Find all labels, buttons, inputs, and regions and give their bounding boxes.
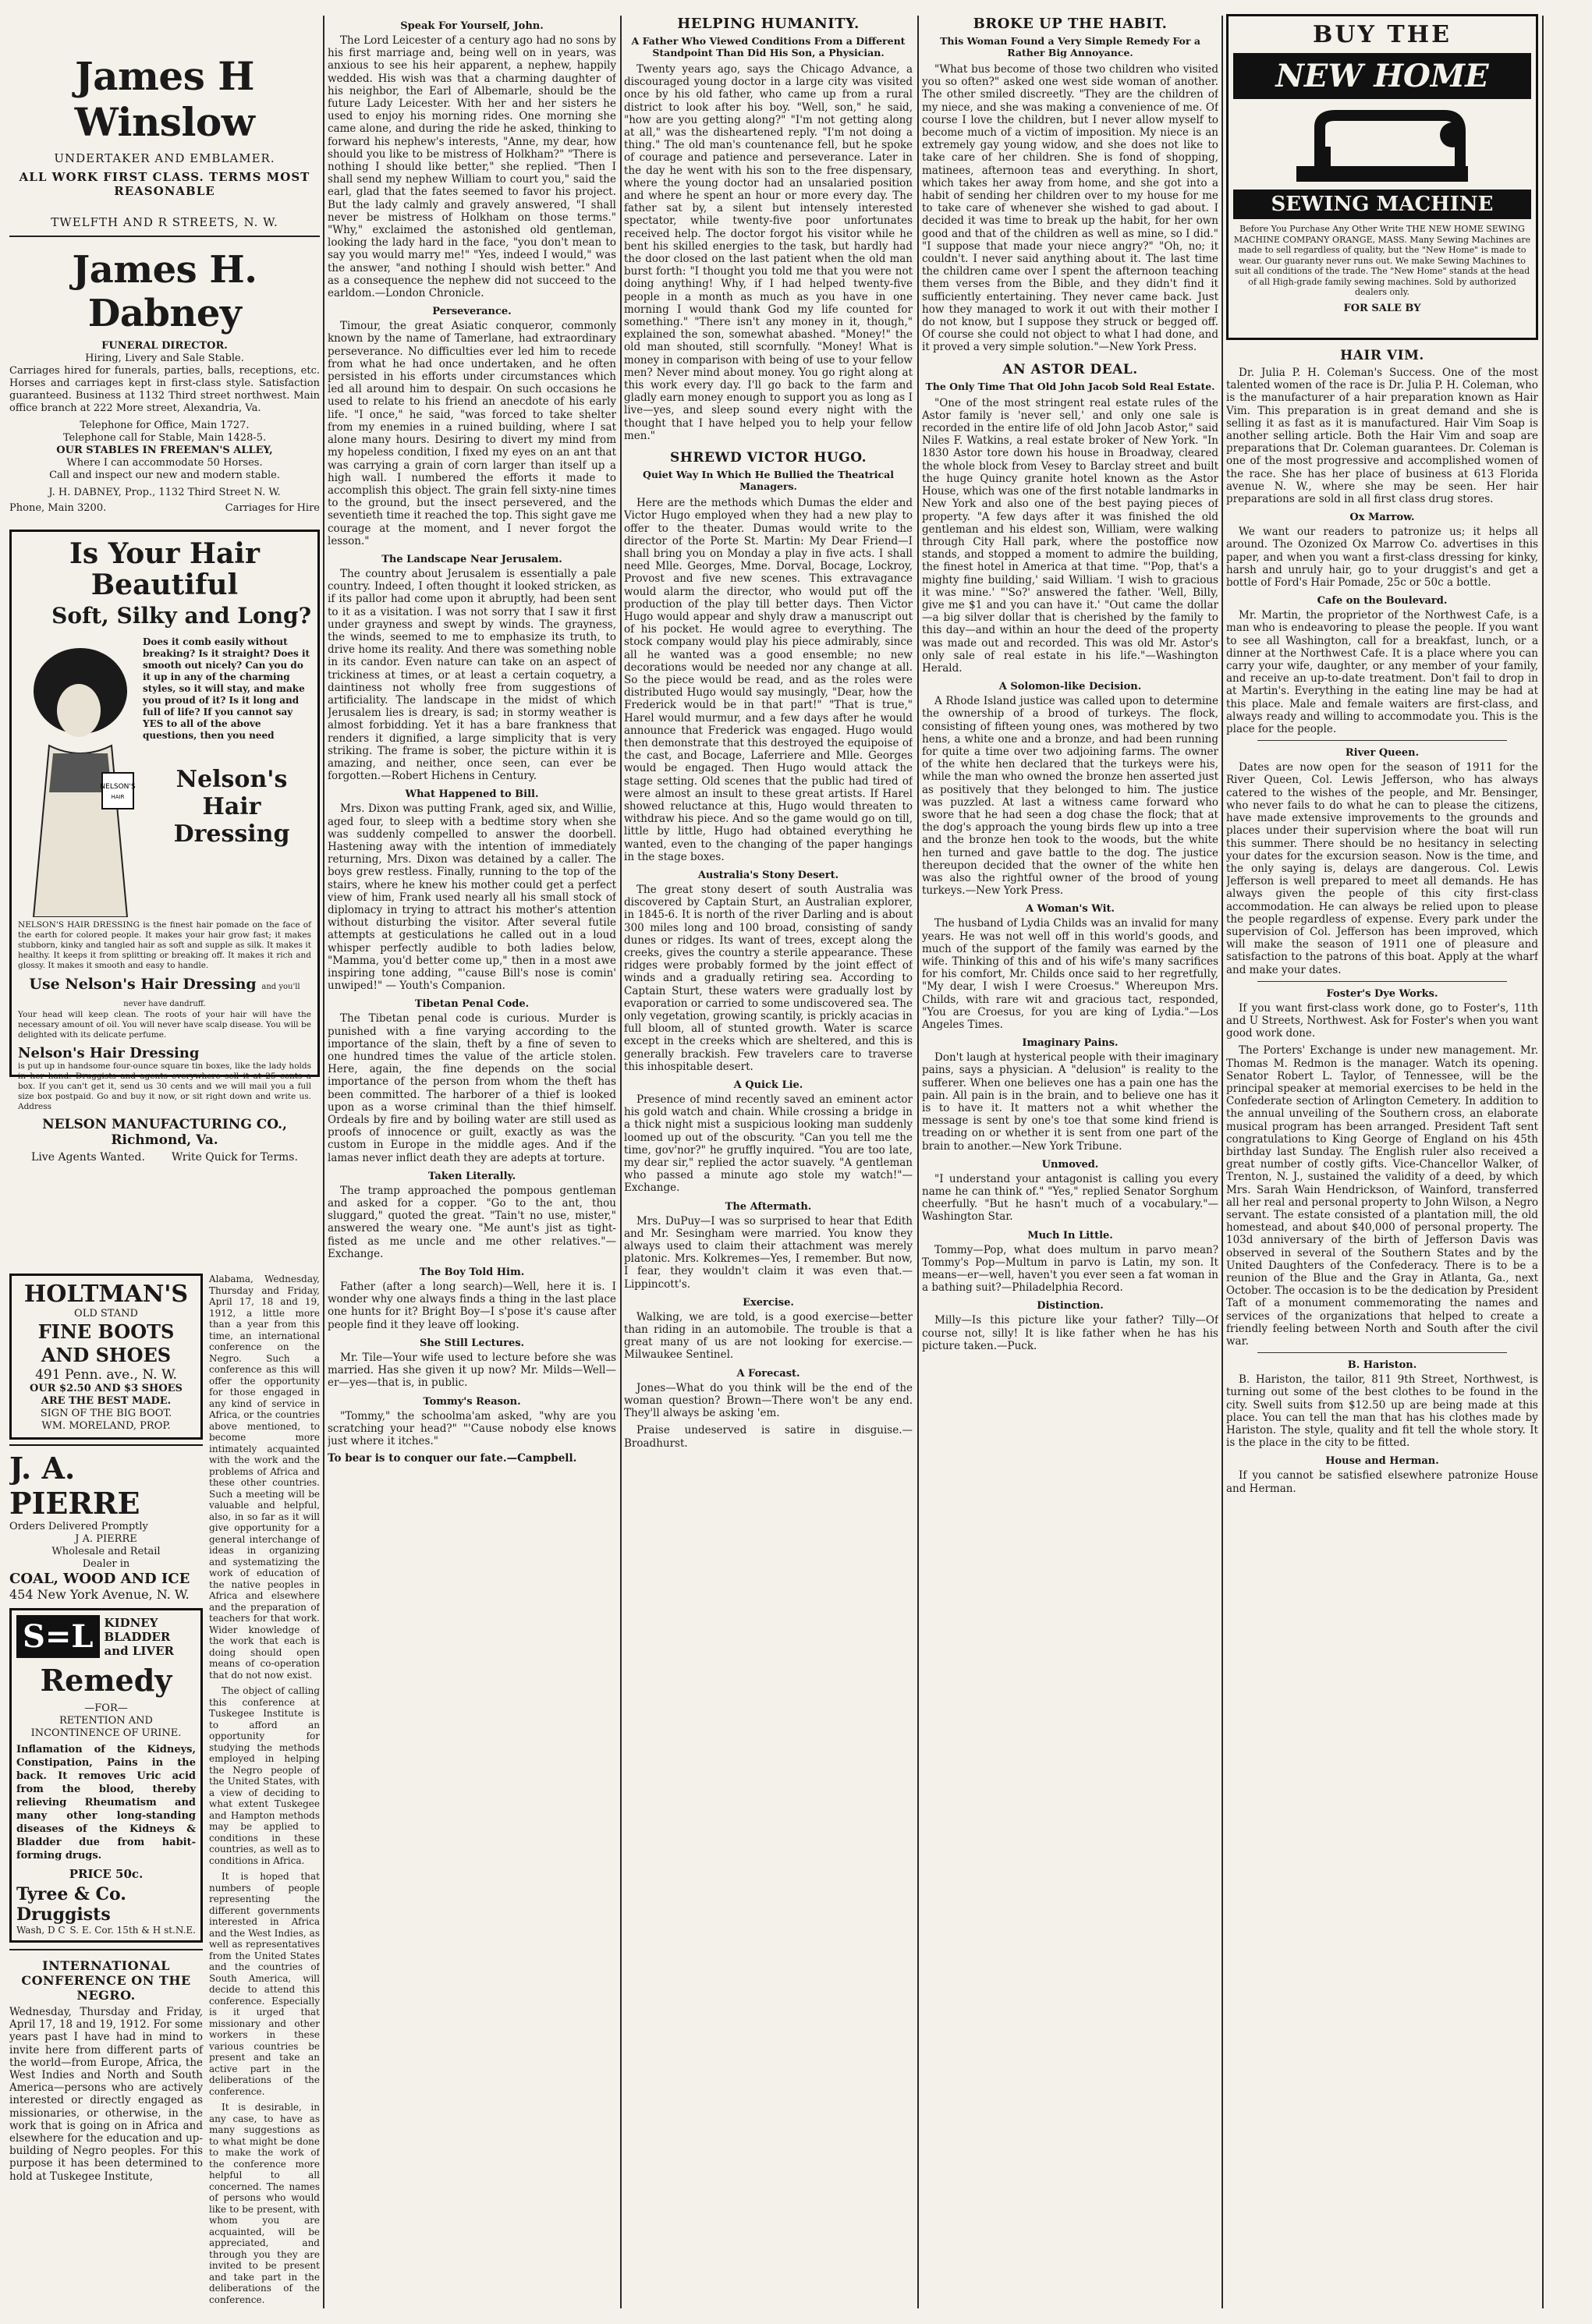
nelson-company: NELSON MANUFACTURING CO., Richmond, Va. bbox=[42, 1117, 287, 1148]
sl-logo: S=L bbox=[16, 1615, 100, 1658]
article-body: Mr. Tile—Your wife used to lecture before she was married. Has she given it up now? Mr. Milds—Well—er—yes—that is, in public. bbox=[328, 1351, 616, 1390]
winslow-ad bbox=[9, 53, 320, 229]
pierre-l1: Orders Delivered Promptly bbox=[9, 1521, 148, 1532]
dabney-phone2: Telephone call for Stable, Main 1428-5. bbox=[62, 432, 267, 444]
article-body: "What bus become of those two children who visited you so often?" asked one west side woman of another. The other smiled discreetly. "They are the children of my niece, and she was making a convenience of me. Of course I love the children, but I never allow myself to become much of a victim of imposition. My niece is an extremely gay young widow, and she does not like to take care of her children. She is fond of shopping, matinees, afternoon teas and everything. In short, which takes her away from home, and she got into a habit of sending her children over to my house for me to take care of whenever she wished to gad about. I decided it was time to break up the habit, for her own good and that of the children as well as mine, so I did." "I suppose that made your niece angry?" "Oh, no; it couldn't. I never said anything about it. The last time the children came over I spent the afternoon teaching them verses from the Bible, and they didn't find it sufficiently entertaining. They never came back. Just how they managed to work it out with their mother I do not know, but I suppose they struck or begged off. Of course she could not object to what I had done, and it proved a very simple solution."—New York Press. bbox=[922, 63, 1218, 354]
article-head: What Happened to Bill. bbox=[405, 788, 539, 801]
column-2 bbox=[328, 14, 616, 2310]
divider bbox=[9, 1949, 203, 1950]
divider bbox=[1257, 1352, 1507, 1353]
article-body: Jones—What do you think will be the end of the woman question? Brown—There won't be any end. They'll always be asking 'em. bbox=[624, 1381, 913, 1420]
article-head: SHREWD VICTOR HUGO. bbox=[670, 450, 867, 466]
pierre-l3: Wholesale and Retail bbox=[51, 1546, 161, 1557]
nelson-agents: Live Agents Wanted. bbox=[31, 1151, 145, 1164]
article-head: BROKE UP THE HABIT. bbox=[973, 16, 1168, 32]
pierre-ad bbox=[9, 1444, 203, 1602]
article-body: The Porters' Exchange is under new management. Mr. Thomas M. Redmon is the manager. Watch its opening. Senator Robert L. Taylor, of Tennessee, will be the principal speaker at memorial exercises to be held in the Confederate section of Arlington Cemetery. In addition to the annual unveiling of the Southern cross, an elaborate musical program has been arranged. President Taft sent congratulations to King George of England on his 45th birthday last Sunday. The English ruler also received a great number of costly gifts. Vice-Chancellor Walker, of Trenton, N. J., sustained the validity of a deed, by which Mrs. Sarah Wain Hendrickson, of Wainford, transferred all her real and personal property to John Wilson, a Negro servant. The estate consisted of a plantation mill, the old homestead, and about $40,000 of personal property. The 103d anniversary of the birth of Jefferson Davis was observed in several of the Southern States and by the United Daughters of the Confederacy. There is to be a reunion of the Blue and the Gray in Atlanta, Ga., next October. The occasion is to be the dedication by President Taft of a monument commemorating the names and services of the organizations that helped to create a friendly feeling between North and South after the civil war. bbox=[1226, 1044, 1538, 1348]
article-head: The Aftermath. bbox=[725, 1200, 812, 1213]
dabney-horses: Where I can accommodate 50 Horses. bbox=[66, 457, 263, 469]
column-1 bbox=[9, 14, 320, 2310]
column-rule bbox=[1221, 16, 1223, 2308]
woman-illustration bbox=[18, 636, 143, 917]
article-head: The Landscape Near Jerusalem. bbox=[381, 553, 562, 565]
sl-city: Wash, D C bbox=[16, 1925, 66, 1936]
dabney-stables: OUR STABLES IN FREEMAN'S ALLEY, bbox=[56, 445, 273, 456]
article-head: Tibetan Penal Code. bbox=[414, 998, 530, 1011]
sewing-machine-illustration bbox=[1233, 104, 1531, 190]
column-3 bbox=[624, 14, 913, 2310]
article-body: Presence of mind recently saved an eminent actor his gold watch and chain. While crossing a bridge in a thick night mist a suspicious looking man suddenly loomed up out of the obscurity. "Can you tell me the time, gov'nor?" he gruffly inquired. "You are too late, my dear sir," replied the actor suavely. "A gentleman who passed a minute ago stole my watch!"—Exchange. bbox=[624, 1093, 913, 1195]
holtman-prop: WM. MORELAND, PROP. bbox=[41, 1420, 171, 1432]
article-body: The great stony desert of south Australia was discovered by Captain Sturt, an Australian explorer, in 1845-6. It is north of the river Darling and is about 300 miles long and 100 broad, consisting of sandy dunes or ridges. Its want of trees, except along the creeks, gives the country a sterile appearance. These ridges were probably formed by the joint effect of winds and a gradually retiring sea. According to Captain Sturt, these waters were gradually lost by evaporation or carried to some undiscovered sea. The only vegetation, growing scantily, is prickly acacias in full bloom, all of stunted growth. Water is scarce except in the creeks which are sheltered, and this is generally brackish. Few travelers care to traverse this inhospitable desert. bbox=[624, 883, 913, 1073]
article-body: The country about Jerusalem is essentially a pale country. Indeed, I often thought it looked stricken, as if its pallor had come upon it abruptly, had been sent to it as a visitation. I was not sorry that I saw it first under grayness and swept by winds. The grayness, the winds, seemed to me to emphasize its truth, to drive home its reality. And there was something noble in its candor. Even nature can take on an aspect of trickiness at times, or at least a certain coquetry, a daintiness not wholly free from suggestions of artificiality. The landscape in the midst of which Jerusalem lies is dreary, is sad; in stormy weather is almost forbidding. Yet it has a bare frankness that renders it dignified, a large simplicity that is very striking. The frame is sober, the picture within it is amazing, and neither, once seen, can ever be forgotten.—Robert Hichens in Century. bbox=[328, 567, 616, 783]
dabney-call: Call and inspect our new and modern stable. bbox=[49, 469, 280, 481]
article-sub: This Woman Found a Very Simple Remedy For a Rather Big Annoyance. bbox=[940, 35, 1200, 58]
conf-head: INTERNATIONAL CONFERENCE ON THE NEGRO. bbox=[21, 1958, 191, 2003]
conf-p5: It is desirable, in any case, to have as many suggestions as to what might be done to make the work of the conference more helpful to all concerned. The names of persons who would like to be present, with whom you are acquainted, will be appreciated, and through you they are invited to be present and take part in the deliberations of the conference. bbox=[209, 2102, 320, 2305]
holtman-addr: 491 Penn. ave., N. W. bbox=[35, 1367, 177, 1383]
sl-remedy-ad bbox=[9, 1608, 203, 1943]
newhome-sewing: SEWING MACHINE bbox=[1233, 190, 1531, 219]
newhome-text: Before You Purchase Any Other Write THE NEW HOME SEWING MACHINE COMPANY ORANGE, MASS. Many Sewing Machines are made to sell regardless of quality, but the "New Home" is made to wear. Our guaranty never runs out. We make Sewing Machines to suit all conditions of the trade. The "New Home" stands at the head of all High-grade family sewing machines. Sold by authorized dealers only. bbox=[1233, 224, 1531, 297]
article-head: A Forecast. bbox=[736, 1367, 800, 1380]
newhome-buy: BUY THE bbox=[1313, 21, 1452, 48]
article-body: "I understand your antagonist is calling you every name he can think of." "Yes," replied Senator Sorghum cheerfully. "But he hasn't much of a vocabulary."—Washington Star. bbox=[922, 1172, 1218, 1224]
article-head: Distinction. bbox=[1037, 1300, 1104, 1313]
conf-p3: The object of calling this conference at Tuskegee Institute is to afford an opportunity for studying the methods employed in helping the Negro people of the United States, with a view of deciding to what extent Tuskegee and Hampton methods may be applied to conditions in these countries, as well as to conditions in Africa. bbox=[209, 1685, 320, 1866]
nelson-title1: Is Your Hair Beautiful bbox=[69, 537, 260, 601]
sl-druggist: Tyree & Co. Druggists bbox=[16, 1884, 126, 1925]
pierre-l2: J A. PIERRE bbox=[75, 1533, 137, 1545]
article-head: Ox Marrow. bbox=[1349, 512, 1415, 524]
article-head: She Still Lectures. bbox=[419, 1337, 525, 1349]
nelson-title2: Soft, Silky and Long? bbox=[51, 603, 311, 629]
article-body: Milly—Is this picture like your father? Tilly—Of course not, silly! It is like father when he has his picture taken.—Puck. bbox=[922, 1314, 1218, 1352]
nelson-terms: Write Quick for Terms. bbox=[172, 1151, 298, 1164]
article-head: Perseverance. bbox=[432, 306, 512, 318]
article-body: A Rhode Island justice was called upon to determine the ownership of a brood of turkeys. The flock, consisting of fifteen young ones, was mothered by two hens, a white one and a bronze, and had been running for quite a time over two adjoining farms. The owner of the white hen declared that the turkeys were his, while the man who owned the bronze hen asserted just as positively that they belonged to him. The justice was puzzled. At last a witness came forward who swore that he had seen a dog chase the flock; that at the dog's approach the young birds flew up into a tree and the bronze hen took to the woods, but the white hen turned and gave battle to the dog. The justice thereupon decided that the owner of the white hen was also the rightful owner of the brood of young turkeys.—New York Press. bbox=[922, 695, 1218, 898]
article-body: Twenty years ago, says the Chicago Advance, a discouraged young doctor in a large city was visited once by his old father, who came up from a rural district to look after his boy. "Well, son," he said, "how are you getting along?" "I'm not getting along at all," was the disheartened reply. "I'm not doing a thing." The old man's countenance fell, but he spoke of courage and patience and perseverance. Later in the day he went with his son to the free dispensary, where the young doctor had an unsalaried position and where he spent an hour or more every day. The father sat by, a silent but intensely interested spectator, while twenty-five poor unfortunates received help. The doctor forgot his visitor while he bent his skilled energies to the task, but hardly had the door closed on the last patient when the old man burst forth: "I thought you told me that you were not doing anything! Why, if I had helped twenty-five people in a month as much as you have in one morning I would thank God my life counted for something." "There isn't any money in it, though," explained the son, somewhat abashed. "Money!" the old man shouted, still scornfully. "Money! What is money in comparison with being of use to your fellow men? Never mind about money. You go right along at this work every day. I'll go back to the farm and gladly earn money enough to support you as long as I live—yes, and sleep sound every night with the thought that I have helped you to help your fellow men." bbox=[624, 63, 913, 442]
sl-ret: RETENTION AND INCONTINENCE OF URINE. bbox=[30, 1715, 182, 1739]
article-head: Unmoved. bbox=[1041, 1158, 1099, 1171]
nelson-ad bbox=[9, 530, 320, 1164]
dabney-carriages: Carriages for Hire bbox=[225, 502, 320, 514]
page-margin bbox=[1546, 14, 1589, 2310]
article-head: HELPING HUMANITY. bbox=[677, 16, 860, 32]
dabney-body: Carriages hired for funerals, parties, balls, receptions, etc. Horses and carriages kept in first-class style. Satisfaction guaranteed. Business at 1132 Third street northwest. Main office branch at 222 More street, Alexandria, Va. bbox=[9, 365, 320, 414]
nelson-brand1: Nelson's bbox=[176, 766, 288, 793]
article-sub: The Only Time That Old John Jacob Sold Real Estate. bbox=[925, 380, 1215, 392]
article-body: Walking, we are told, is a good exercise—better than riding in an automobile. The trouble is that a great many of us are not looking for exercise.—Milwaukee Sentinel. bbox=[624, 1310, 913, 1362]
winslow-line3: TWELFTH AND R STREETS, N. W. bbox=[51, 215, 278, 229]
article-body: The husband of Lydia Childs was an invalid for many years. He was not well off in this world's goods, and much of the support of the family was earned by the wife. Thinking of this and of his wife's many sacrifices for his comfort, Mr. Childs once said to her regretfully, "My dear, I wish I were Croesus." Whereupon Mrs. Childs, with rare wit and gracious tact, responded, "You are Croesus, for you are king of Lydia."—Los Angeles Times. bbox=[922, 917, 1218, 1032]
nelson-price: is put up in handsome four-ounce square tin boxes, like the lady holds in her hand. Druggists and agents everywhere sell it at 25 cents a box. If you can't get it, send us 30 cents and we will mail you a full size box postpaid. Go and buy it now, or sit right down and write us. Address bbox=[18, 1061, 311, 1111]
nelson-use: Use Nelson's Hair Dressing bbox=[29, 976, 257, 993]
article-head: Taken Literally. bbox=[427, 1170, 516, 1182]
sl-addr: S. E. Cor. 15th & H st.N.E. bbox=[69, 1925, 196, 1936]
sl-price: PRICE 50c. bbox=[69, 1867, 144, 1881]
article-head: HAIR VIM. bbox=[1340, 348, 1424, 363]
article-head: Exercise. bbox=[743, 1296, 794, 1309]
article-head: A Solomon-like Decision. bbox=[998, 681, 1142, 693]
dabney-phone: Phone, Main 3200. bbox=[9, 502, 107, 514]
column-rule bbox=[1542, 16, 1544, 2308]
article-head: Much In Little. bbox=[1027, 1229, 1113, 1242]
pierre-l4: Dealer in bbox=[82, 1558, 130, 1570]
column-rule bbox=[620, 16, 622, 2308]
article-head: AN ASTOR DEAL. bbox=[1002, 361, 1138, 377]
article-body: Don't laugh at hysterical people with their imaginary pains, says a physician. A "delusion" is reality to the sufferer. When one believes one has a pain one has the pain. All pain is in the brain, and to believe one has it is to have it. It matters not a whit whether the message is sent by one's toe that some kind friend is treading on or whether it is sent from one part of the brain to another.—New York Tribune. bbox=[922, 1051, 1218, 1153]
article-head: A Quick Lie. bbox=[733, 1079, 803, 1092]
article-body: If you cannot be satisfied elsewhere patronize House and Herman. bbox=[1226, 1469, 1538, 1495]
conf-p4: It is hoped that numbers of people representing the different governments interested in Africa and the West Indies, as well as representatives from the United States and the countries of South America, will decide to attend this conference. Especially is it urged that missionary and other workers in these various countries be present and take an active part in the deliberations of the conference. bbox=[209, 1871, 320, 2097]
nelson-use-tail: and you'll never have dandruff. bbox=[123, 983, 300, 1008]
dabney-name: James H. Dabney bbox=[72, 248, 257, 335]
column-rule bbox=[917, 16, 919, 2308]
holtman-name: HOLTMAN'S bbox=[23, 1281, 189, 1308]
sl-for: —FOR— bbox=[84, 1702, 128, 1714]
article-body: Tommy—Pop, what does multum in parvo mean? Tommy's Pop—Multum in parvo is Latin, my son. It means—er—well, haven't you ever seen a fat woman in a bathing suit?—Philadelphia Record. bbox=[922, 1243, 1218, 1295]
dabney-title: FUNERAL DIRECTOR. bbox=[101, 340, 228, 352]
conf-p2: Alabama, Wednesday, Thursday and Friday, April 17, 18 and 19, 1912, a little more than a year from this time, an international conference on the Negro. Such a conference as this will offer the opportunity for those engaged in any kind of service in Africa, or the countries above mentioned, to become more intimately acquainted with the work and the problems of Africa and these other countries. Such a meeting will be valuable and helpful, also, in so far as it will give opportunity for a general interchange of ideas in organizing and systematizing the work of education of the native peoples in Africa and elsewhere and the preparation of teachers for that work. Wider knowledge of the work that each is doing should open means of co-operation that do not now exist. bbox=[209, 1274, 320, 1681]
article-head: B. Hariston. bbox=[1347, 1359, 1417, 1372]
column-5 bbox=[1226, 14, 1538, 2310]
article-body: Mrs. Dixon was putting Frank, aged six, and Willie, aged four, to sleep with a bedtime story when she was suddenly compelled to answer the doorbell. Hastening away with the intention of immediately returning, Mrs. Dixon was detained by a caller. The boys grew restless. Finally, running to the top of the stairs, where he knew his mother could get a perfect view of him, Frank used nearly all his small stock of diplomacy in trying to attract his mother's attention without disturbing the visitor. After several futile attempts at gesticulations he called out in a loud whisper perfectly audible to both ladies below, "Mamma, you'd better come up," then in a most awe inspiring tone adding, "'cause Bill's nose is comin' unwiped!" — Youth's Companion. bbox=[328, 802, 616, 993]
dabney-sig: J. H. DABNEY, Prop., 1132 Third Street N. W. bbox=[48, 487, 281, 498]
holtman-sign: SIGN OF THE BIG BOOT. bbox=[40, 1408, 172, 1419]
article-body: The tramp approached the pompous gentleman and asked for a copper. "Go to the ant, thou sluggard," quoted the great. "Tain't no use, mister," answered the weary one. "Me aunt's jist as tight-fisted as me uncle and me other relatives."—Exchange. bbox=[328, 1184, 616, 1260]
article-head: Cafe on the Boulevard. bbox=[1317, 595, 1448, 608]
nelson-desc: NELSON'S HAIR DRESSING is the finest hair pomade on the face of the earth for colored people. It makes your hair grow fast; it makes stubborn, kinky and tangled hair as soft and supple as silk. It makes it healthy. It keeps it from splitting or breaking off. It makes it rich and glossy. It makes it smooth and easy to handle. bbox=[18, 920, 311, 970]
pierre-l6: 454 New York Avenue, N. W. bbox=[9, 1587, 190, 1602]
svg-text:NELSON'S: NELSON'S bbox=[100, 783, 136, 791]
holtman-old: OLD STAND bbox=[74, 1308, 138, 1320]
conf-p1: Wednesday, Thursday and Friday, April 17, 18 and 19, 1912. For some years past I have had in mind to invite here from different parts of the world—from Europe, Africa, the West Indies and North and South America—persons who are actively interested or directly engaged as missionaries, or otherwise, in the work that is going on in Africa and elsewhere for the education and up-building of Negro peoples. For this purpose it has been determined to hold at Tuskegee Institute, bbox=[9, 2006, 203, 2183]
dabney-phone1: Telephone for Office, Main 1727. bbox=[80, 420, 250, 431]
nelson-brand2: Hair Dressing bbox=[173, 793, 290, 848]
newhome-brand: NEW HOME bbox=[1233, 53, 1531, 99]
svg-text:HAIR: HAIR bbox=[111, 794, 125, 800]
article-body: "One of the most stringent real estate rules of the Astor family is 'never sell,' and only one sale is recorded in the entire life of old John Jacob Astor," said Niles F. Watkins, a real estate broker of New York. "In 1830 Astor tore down his house in Broadway, cleared the whole block from Vesey to Barclay street and built the huge Quincy granite hotel known as the Astor House, which was one of the first notable landmarks in New York and also one of the best paying pieces of property. "A few days after it was finished the old gentleman and his eldest son, William, were walking through City Hall park, where the postoffice now stands, and stopped a moment to admire the building, the finest hotel in America at that time. "'Pop, that's a mighty fine building,' said William. 'I wish to gracious it was mine.' "'So?' answered the father. 'Well, Billy, give me $1 and you can have it.' "Out came the dollar—a big silver dollar that is cherished by the family to this day—and within an hour the deed of the property was made out and recorded. This was old Mr. Astor's only sale of real estate in his life."—Washington Herald. bbox=[922, 396, 1218, 675]
column-rule bbox=[323, 16, 324, 2308]
winslow-name: James H Winslow bbox=[74, 53, 255, 145]
article-body: Mr. Martin, the proprietor of the Northwest Cafe, is a man who is endeavoring to please the people. If you want to see all Washington, call for a breakfast, lunch, or a dinner at the Northwest Cafe. It is a place where you can carry your wife, daughter, or any member of your family, and receive an up-to-date treatment. Don't fail to drop in at Martin's. Everything in the eating line may be had at this place. Male and female waiters are first-class, and always ready and willing to accommodate you. This is the place for the people. bbox=[1226, 609, 1538, 736]
new-home-ad bbox=[1226, 14, 1538, 340]
conf-continuation bbox=[209, 1274, 320, 2310]
article-body: Father (after a long search)—Well, here it is. I wonder why one always finds a thing in the last place one hunts for it? Bright Boy—I s'pose it's cause after people find it they leave off looking. bbox=[328, 1281, 616, 1331]
article-body: Here are the methods which Dumas the elder and Victor Hugo employed when they had a new play to offer to the theater. Dumas would write to the director of the Porte St. Martin: My Dear Friend—I shall bring you on Monday a play in five acts. I shall need Mlle. Georges, Mme. Dorval, Bocage, Lockroy, Provost and five new scenes. This extravagance would alarm the director, who would put off the production of the play till better days. Then Victor Hugo would appear and shyly draw a manuscript out of his pocket. He would agree to everything. The stock company would play his piece admirably, since all he wanted was a good ensemble; no new decorations would be needed nor any change at all. So the piece would be read, and as the roles were distributed Hugo would say musingly, "Dear, how the Frederick would be in that part!" "That is true," Harel would murmur, and a few days after he would announce that Frederick was engaged. Hugo would then demonstrate that this destroyed the equipoise of the cast, and Bocage, Laferriere and Mlle. Georges would be engaged. Then Hugo would attack the stage setting. Old scenes that the public had tired of were almost an insult to these great artists. If Harel showed reluctance at this, Hugo would threaten to withdraw his piece. And so the game would go on till, little by little, Hugo had obtained everything he wanted, even to the changing of the paper hangings in the stage boxes. bbox=[624, 497, 913, 863]
article-body: Dates are now open for the season of 1911 for the River Queen, Col. Lewis Jefferson, who has always catered to the wishes of the people, and Mr. Bensinger, who never fails to do what he can to please the citizens, have made extensive improvements to the grounds and places under their supervision where the boat will run this summer. There should be no hesitancy in selecting your dates for the excursion season. Now is the time, and the only saying is, delays are dangerous. Col. Lewis Jefferson is well prepared to meet all demands. He has always given the people of this city first-class accommodation. He can always be relied upon to please the people regardless of expense. Every park under the supervision of Col. Jefferson has been improved, which will make the season of 1911 one of pleasure and satisfaction to the patrons of this boat. Apply at the wharf and make your dates. bbox=[1226, 761, 1538, 976]
divider bbox=[9, 236, 320, 237]
article-head: The Boy Told Him. bbox=[419, 1267, 525, 1279]
article-head: House and Herman. bbox=[1325, 1455, 1439, 1468]
article-body: We want our readers to patronize us; it helps all around. The Ozonized Ox Marrow Co. advertises in this paper, and when you want a first-class dressing for kinky, harsh and unruly hair, go to your druggist's and get a bottle of Ford's Hair Pomade, 25c or 50c a bottle. bbox=[1226, 526, 1538, 590]
article-body: Timour, the great Asiatic conqueror, commonly known by the name of Tamerlane, had extraordinary perseverance. No difficulties ever led him to recede from what he had once undertaken, and he often persisted in his efforts under circumstances which led all around him to despair. On such occasions he used to relate to his friend an anecdote of his early life. "I once," he said, "was forced to take shelter from my enemies in a ruined building, where I sat alone many hours. Desiring to divert my mind from my hopeless condition, I fixed my eyes on an ant that was carrying a grain of corn larger than itself up a high wall. I numbered the efforts it made to accomplish this object. The grain fell sixty-nine times to the ground, but the insect persevered, and the seventieth time it reached the top. This sight gave me courage at the moment, and I never forgot the lesson." bbox=[328, 320, 616, 547]
article-head: Tommy's Reason. bbox=[423, 1395, 521, 1408]
article-quote: Praise undeserved is satire in disguise.—Broadhurst. bbox=[624, 1424, 913, 1450]
article-body: If you want first-class work done, go to Foster's, 11th and U Streets, Northwest. Ask for Foster's when you want good work done. bbox=[1226, 1001, 1538, 1040]
dabney-ad bbox=[9, 248, 320, 514]
divider bbox=[1257, 740, 1507, 741]
article-body: The Lord Leicester of a century ago had no sons by his first marriage and, being well on in years, was anxious to see his heir apparent, a nephew, happily wedded. His wish was that a charming daughter of his neighbor, the Earl of Albemarle, should be the future Lady Leicester. With her and her sisters he used to enjoy his morning rides. One morning she came alone, and during the ride he asked, thinking to forward his nephew's interests, "Anne, my dear, how should you like to be mistress of Holkham?" "There is nothing I should like better," she replied. "Then I shall send my nephew William to court you," said the earl, glad that the fates seemed to favor his project. But the lady calmly and gravely answered, "I shall never be mistress of Holkham on those terms." "Why," exclaimed the astonished old gentleman, looking the lady hard in the face, "you don't mean to say you would marry me!" "Yes, indeed I would," was the answer, "and nothing I should wish better." And as a consequence the nephew did not succeed to the earldom.—London Chronicle. bbox=[328, 34, 616, 300]
article-body: Dr. Julia P. H. Coleman's Success. One of the most talented women of the race is Dr. Julia P. H. Coleman, who is the manufacturer of a hair preparation known as Hair Vim. This preparation is in great demand and she is selling it as fast as it is manufactured. Hair Vim Soap is another selling article. Both the Hair Vim and soap are preparations that Dr. Coleman guarantees. Dr. Coleman is one of the most progressive and accomplished women of the race. She has her place of business at 613 Florida avenue N. W., where she may be seen. Her hair preparations are sold in all first class drug stores. bbox=[1226, 367, 1538, 506]
article-head: A Woman's Wit. bbox=[1025, 903, 1115, 916]
sl-kidney: KIDNEY BLADDER and LIVER bbox=[104, 1615, 174, 1658]
article-sub: Quiet Way In Which He Bullied the Theatrical Managers. bbox=[643, 469, 894, 493]
sl-body: Inflamation of the Kidneys, Constipation, Pains in the back. It removes Uric acid from the blood, thereby relieving Rheumatism and many other long-standing diseases of the Kidneys & Bladder due from habit-forming drugs. bbox=[16, 1744, 196, 1862]
winslow-line2: ALL WORK FIRST CLASS. TERMS MOST REASONABLE bbox=[19, 170, 310, 198]
left-ads-column bbox=[9, 1274, 203, 2188]
dabney-sub: Hiring, Livery and Sale Stable. bbox=[85, 352, 244, 364]
article-body: Mrs. DuPuy—I was so surprised to hear that Edith and Mr. Sesingham were married. You know they always used to claim their attachment was merely platonic. Mrs. Kolkremes—Yes, I remember. But now, I fear, they wouldn't claim it was even that.—Lippincott's. bbox=[624, 1214, 913, 1291]
column-4 bbox=[922, 14, 1218, 2310]
sewing-machine-icon bbox=[1265, 104, 1499, 190]
article-head: River Queen. bbox=[1345, 747, 1420, 760]
article-quote: To bear is to conquer our fate.—Campbell. bbox=[328, 1452, 577, 1465]
article-head: Foster's Dye Works. bbox=[1326, 987, 1438, 1000]
nelson-questions: Does it comb easily without breaking? Is it straight? Does it smooth out nicely? Can you do it up in any of the charming styles, so it will stay, and make you proud of it? Is it long and full of life? If you cannot say YES to all of the above questions, then you need bbox=[143, 636, 310, 741]
pierre-l5: COAL, WOOD AND ICE bbox=[9, 1571, 190, 1587]
article-body: "Tommy," the schoolma'am asked, "why are you scratching your head?" "'Cause nobody else knows just where it itches." bbox=[328, 1409, 616, 1447]
article-head: Australia's Stony Desert. bbox=[697, 869, 839, 881]
holtman-ad bbox=[9, 1274, 203, 1440]
article-sub: A Father Who Viewed Conditions From a Different Standpoint Than Did His Son, a Physician. bbox=[631, 35, 906, 58]
article-head: Imaginary Pains. bbox=[1022, 1037, 1119, 1050]
woman-portrait-icon bbox=[18, 636, 143, 917]
newhome-sale: FOR SALE BY bbox=[1343, 302, 1421, 314]
pierre-name: J. A. PIERRE bbox=[9, 1451, 140, 1521]
article-body: The Tibetan penal code is curious. Murder is punished with a fine varying according to the importance of the slain, theft by a fine of seven to one hundred times the value of the article stolen. Here, again, the fine depends on the social importance of the person from whom the theft has been committed. The harborer of a thief is looked upon as a worse criminal than the thief himself. Ordeals by fire and by boiling water are still used as proofs of innocence or guilt, exactly as was the custom in Europe in the middle ages. And if the lamas never inflict death they are adepts at torture. bbox=[328, 1012, 616, 1164]
article-body: B. Hariston, the tailor, 811 9th Street, Northwest, is turning out some of the best clothes to be found in the city. Swell suits from $12.50 up are being made at this place. You can tell the man that has his clothes made by Hariston. The style, quality and fit tell the whole story. It is the place in the city to be fitted. bbox=[1226, 1373, 1538, 1450]
sl-remedy: Remedy bbox=[40, 1663, 172, 1698]
holtman-shoes: FINE BOOTS AND SHOES bbox=[37, 1320, 175, 1366]
nelson-tail: Your head will keep clean. The roots of your hair will have the necessary amount of oil. You will never have scalp disease. You will be delighted with its delicate perfume. bbox=[18, 1010, 311, 1040]
winslow-line1: UNDERTAKER AND EMBLAMER. bbox=[54, 151, 275, 165]
divider bbox=[1257, 981, 1507, 982]
holtman-price: OUR $2.50 AND $3 SHOES ARE THE BEST MADE. bbox=[30, 1383, 183, 1407]
article-head: Speak For Yourself, John. bbox=[400, 20, 544, 32]
nelson-price-head: Nelson's Hair Dressing bbox=[18, 1045, 200, 1061]
